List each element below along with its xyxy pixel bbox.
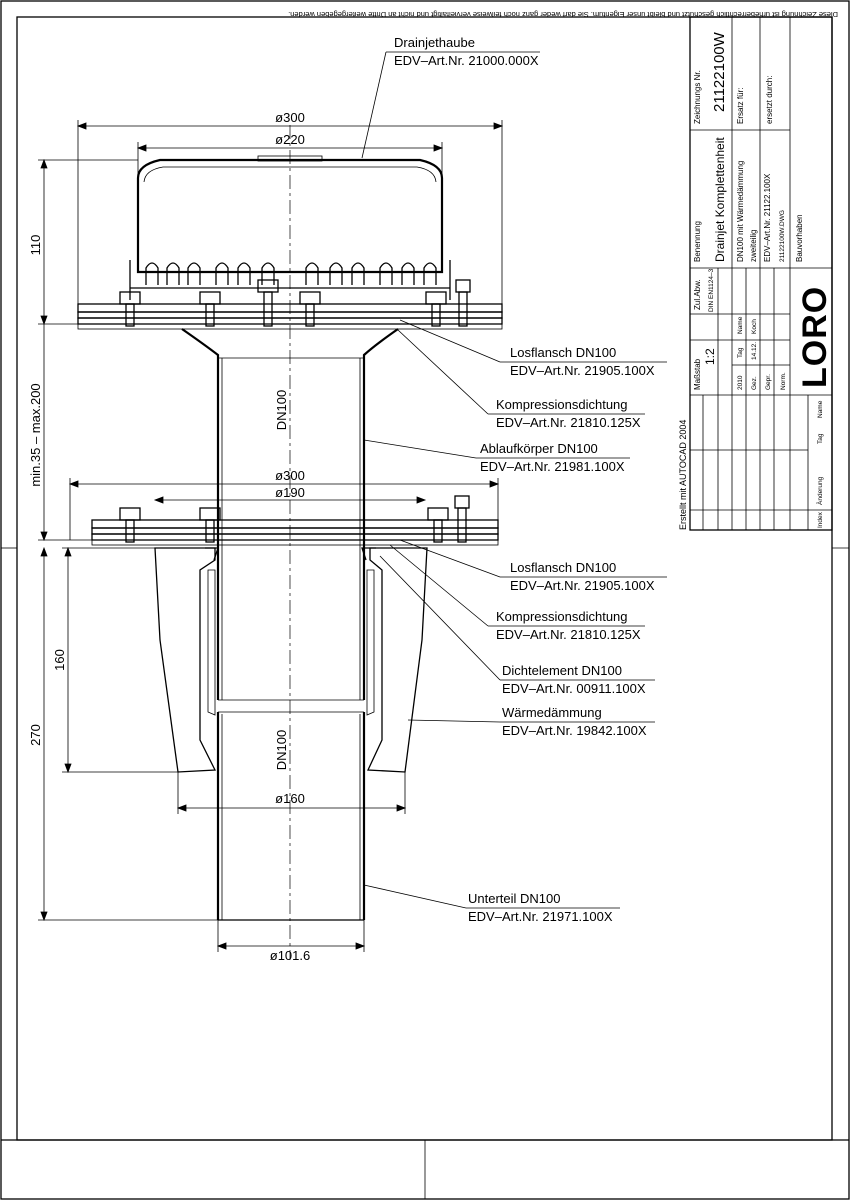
callout-losflansch-lower [510, 560, 655, 593]
callout-name: Kompressionsdichtung [496, 609, 628, 624]
dim-d101: ø101.6 [269, 948, 311, 963]
callout-unterteil [468, 891, 613, 924]
tb-desc2: zweiteilig [749, 229, 758, 262]
tb-bauvorhaben: Bauvorhaben [795, 214, 804, 262]
tb-tag-label: Tag [737, 347, 744, 358]
callout-name: Wärmedämmung [502, 705, 602, 720]
tb-benennung-label: Benennung [693, 221, 702, 262]
tb-tag2: Tag [817, 433, 824, 444]
callout-drainjethaube [394, 35, 539, 68]
tb-desc3: EDV–Art.Nr. 21122.100X [763, 173, 772, 262]
tb-ersetzt-durch: ersetzt durch: [765, 75, 774, 124]
tb-ersatz-fuer: Ersatz für: [736, 87, 745, 124]
title-block [678, 17, 834, 530]
dim-range: min.35 – max.200 [28, 383, 43, 487]
tb-gez-tag: 14.12. [751, 341, 758, 360]
tb-benennung: Drainjet Komplettenheit [713, 137, 727, 262]
dim-d160: ø160 [275, 791, 305, 806]
callout-ablaufkoerper [480, 441, 625, 474]
callout-losflansch-upper [510, 345, 655, 378]
callout-name: Drainjethaube [394, 35, 475, 50]
callout-art: EDV–Art.Nr. 21905.100X [510, 363, 655, 378]
middle-losflansch [92, 496, 498, 545]
callout-name: Unterteil DN100 [468, 891, 561, 906]
callout-art: EDV–Art.Nr. 19842.100X [502, 723, 647, 738]
tb-gez-name: Koch [751, 319, 758, 334]
callout-name: Losflansch DN100 [510, 345, 617, 360]
dim-d300-top: ø300 [275, 110, 305, 125]
callout-name: Dichtelement DN100 [502, 663, 622, 678]
callout-waermedaemmung [502, 705, 647, 738]
dim-d190: ø190 [275, 485, 305, 500]
tb-name-label: Name [737, 316, 744, 334]
tb-desc1: DN100 mit Wärmedämmung [736, 160, 745, 262]
tb-name2: Name [817, 400, 824, 418]
tb-gepr: Gepr. [765, 374, 772, 390]
callout-dichtelement [502, 663, 646, 696]
tb-massstab: 1:2 [703, 348, 717, 365]
dim-dn100-upper: DN100 [274, 389, 289, 431]
tb-norm: Norm. [780, 372, 787, 390]
waermedaemmung [155, 548, 427, 772]
tb-erstellt: Erstellt mit AUTOCAD 2004 [678, 419, 688, 530]
callout-kompressionsdichtung-lower [496, 609, 641, 642]
leader-lines [362, 52, 667, 908]
tb-massstab-label: Maßstab [693, 358, 702, 390]
callout-name: Ablaufkörper DN100 [480, 441, 598, 456]
tb-gez: Gez. [751, 376, 758, 390]
callout-kompressionsdichtung-upper [496, 397, 641, 430]
callout-art: EDV–Art.Nr. 21000.000X [394, 53, 539, 68]
dimension-lines [38, 120, 502, 952]
callout-art: EDV–Art.Nr. 00911.100X [502, 681, 646, 696]
callout-art: EDV–Art.Nr. 21810.125X [496, 415, 641, 430]
dim-dn100-lower: DN100 [274, 729, 289, 771]
header-notice: Diese Zeichnung ist urheberrechtlich geschützt und bleibt unser Eigentum. Sie darf weder ganz noch teilweise vervielfältigt und nicht an Dritte weitergegeben werden. [288, 10, 838, 19]
callout-name: Losflansch DN100 [510, 560, 617, 575]
dim-h160: 160 [52, 649, 67, 671]
dim-d300-mid: ø300 [275, 468, 305, 483]
tb-zul-abw: DIN EN1124–3 [708, 268, 715, 312]
tb-year: 2010 [737, 375, 744, 390]
tb-logo: LORO [796, 285, 834, 388]
dichtelement [208, 570, 374, 715]
callout-art: EDV–Art.Nr. 21981.100X [480, 459, 625, 474]
dim-d220: ø220 [275, 132, 305, 147]
tb-zeichnungs-nr-label: Zeichnungs Nr. [693, 70, 702, 124]
callout-art: EDV–Art.Nr. 21810.125X [496, 627, 641, 642]
callout-art: EDV–Art.Nr. 21905.100X [510, 578, 655, 593]
tb-index: Index [817, 512, 824, 528]
tb-zul-abw-label: Zul.Abw. [693, 279, 702, 310]
tb-zeichnungs-nr: 21122100W [711, 32, 728, 112]
tb-desc4: 21122100W.DWG [779, 210, 786, 262]
unterteil [218, 712, 364, 920]
dim-h110: 110 [28, 234, 43, 256]
tb-aenderung: Änderung [817, 476, 824, 505]
dim-h270: 270 [28, 724, 43, 746]
callout-name: Kompressionsdichtung [496, 397, 628, 412]
callout-art: EDV–Art.Nr. 21971.100X [468, 909, 613, 924]
